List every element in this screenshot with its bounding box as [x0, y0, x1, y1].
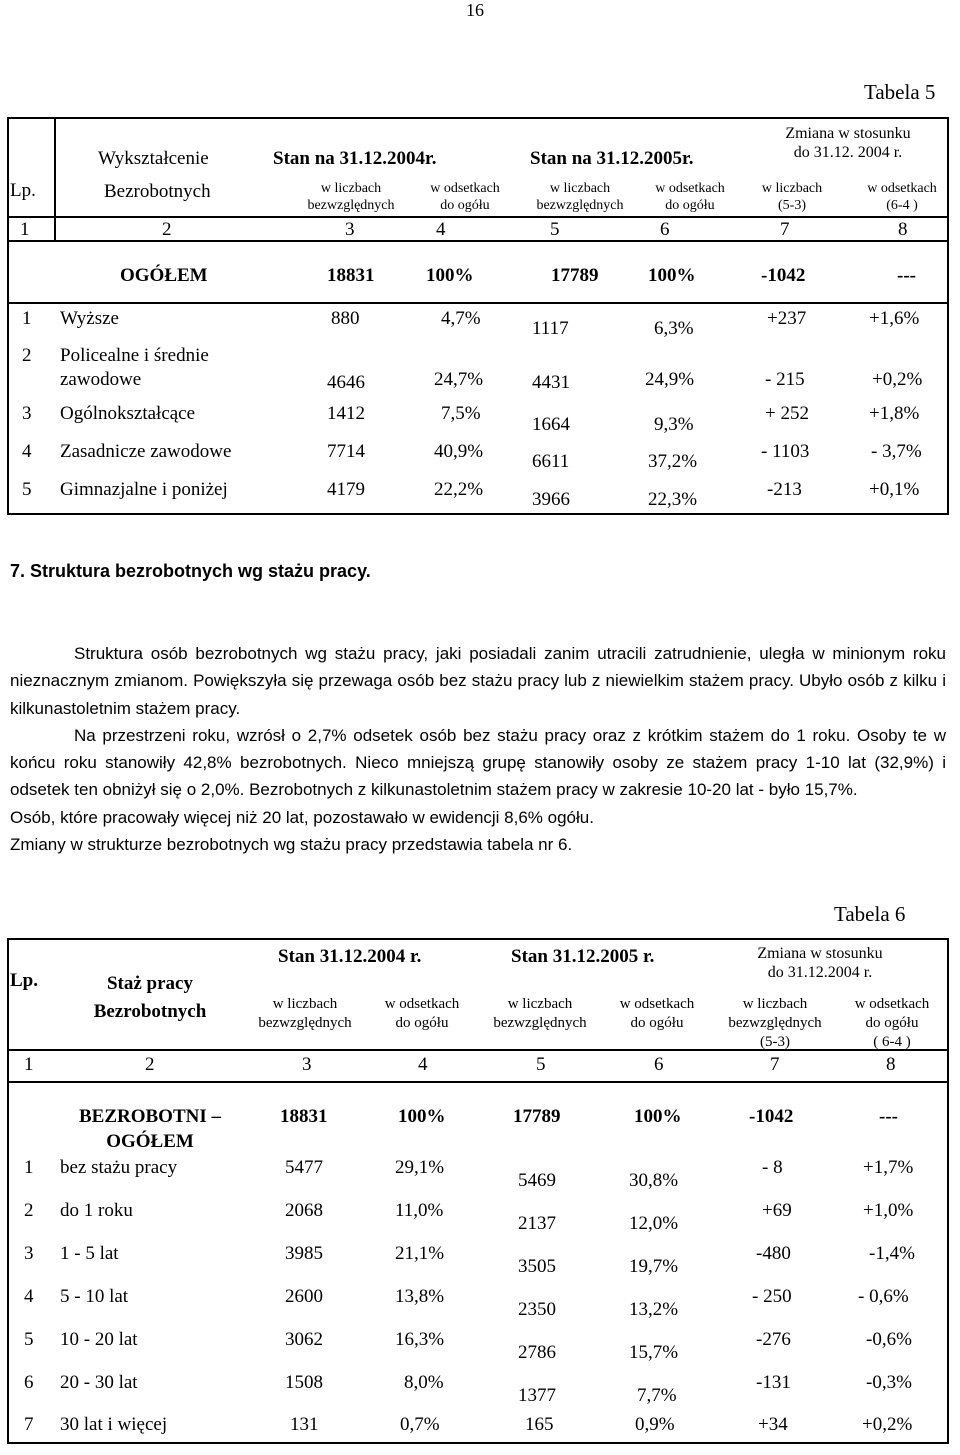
- row-lp: 4: [24, 1286, 34, 1307]
- row-value: 2137: [518, 1213, 556, 1234]
- row-name: 10 - 20 lat: [60, 1329, 138, 1350]
- table5-grid-line: [7, 216, 949, 218]
- table6-grid-line: [7, 1081, 949, 1083]
- table5-abs-header: w liczbach bezwzględnych: [536, 181, 624, 213]
- table5-state-2005: Stan na 31.12.2005r.: [530, 148, 694, 169]
- row-value: 2350: [518, 1299, 556, 1320]
- section-body: [10, 640, 946, 858]
- row-lp: 1: [22, 308, 32, 329]
- row-value: 24,9%: [645, 369, 695, 390]
- column-number: 7: [780, 219, 790, 240]
- row-value: -0,6%: [866, 1329, 912, 1350]
- table5-caption: Tabela 5: [864, 80, 936, 104]
- table5-grid-line: [7, 240, 949, 242]
- paragraph: Osób, które pracowały więcej niż 20 lat, pozostawało w ewidencji 8,6% ogółu.: [10, 807, 594, 827]
- row-value: - 8: [762, 1157, 783, 1178]
- row-value: 1377: [518, 1385, 556, 1406]
- row-value: 0,7%: [400, 1414, 440, 1435]
- row-lp: 3: [22, 403, 32, 424]
- total-label: OGÓŁEM: [120, 265, 208, 286]
- total-value: 100%: [634, 1106, 682, 1127]
- total-value: ---: [897, 265, 916, 286]
- row-lp: 5: [24, 1329, 34, 1350]
- table5-pct-header: w odsetkach do ogółu: [655, 181, 725, 213]
- row-name: Wyższe: [60, 308, 119, 329]
- row-value: 5477: [285, 1157, 323, 1178]
- row-value: 131: [290, 1414, 319, 1435]
- row-value: 22,2%: [434, 479, 484, 500]
- row-lp: 3: [24, 1243, 34, 1264]
- total-value: 18831: [280, 1106, 328, 1127]
- table5-column-title: Bezrobotnych: [104, 181, 211, 202]
- row-lp: 2: [24, 1200, 34, 1221]
- total-label: BEZROBOTNI – OGÓŁEM: [78, 1106, 221, 1152]
- row-name: 30 lat i więcej: [60, 1414, 168, 1435]
- table6-abs-header: w liczbach bezwzględnych: [258, 996, 352, 1031]
- table5-lp-header: Lp.: [10, 180, 36, 201]
- row-value: 24,7%: [434, 369, 484, 390]
- column-number: 5: [550, 219, 560, 240]
- row-value: 1508: [285, 1372, 323, 1393]
- row-value: 1117: [532, 318, 569, 339]
- row-value: + 252: [765, 403, 809, 424]
- row-value: 19,7%: [629, 1256, 679, 1277]
- total-value: -1042: [749, 1106, 794, 1127]
- row-name: Gimnazjalne i poniżej: [60, 479, 228, 500]
- row-name: Zasadnicze zawodowe: [60, 441, 232, 462]
- table6-column-title: Staż pracy Bezrobotnych: [93, 973, 207, 1022]
- column-number: 8: [898, 219, 908, 240]
- row-value: 3966: [532, 489, 570, 510]
- row-value: 13,8%: [395, 1286, 445, 1307]
- paragraph: Zmiany w strukturze bezrobotnych wg stażu pracy przedstawia tabela nr 6.: [10, 835, 573, 855]
- total-value: 100%: [426, 265, 474, 286]
- row-value: - 215: [765, 369, 805, 390]
- row-value: -131: [756, 1372, 791, 1393]
- table5-state-2004: Stan na 31.12.2004r.: [273, 148, 437, 169]
- row-value: 0,9%: [635, 1414, 675, 1435]
- column-number: 2: [162, 219, 172, 240]
- page-number: 16: [466, 0, 484, 20]
- row-value: 4,7%: [441, 308, 481, 329]
- row-value: 6611: [532, 451, 570, 472]
- table6-change-pct-header: w odsetkach do ogółu ( 6-4 ): [854, 996, 930, 1050]
- column-number: 1: [20, 219, 30, 240]
- total-value: ---: [879, 1106, 898, 1127]
- column-number: 8: [886, 1054, 896, 1075]
- column-number: 7: [770, 1054, 780, 1075]
- total-value: 17789: [551, 265, 599, 286]
- table6-caption: Tabela 6: [834, 902, 906, 926]
- table5-pct-header: w odsetkach do ogółu: [430, 181, 500, 213]
- row-value: 2600: [285, 1286, 323, 1307]
- row-lp: 6: [24, 1372, 34, 1393]
- table5-grid-line: [54, 117, 56, 240]
- row-name: Ogólnokształcące: [60, 403, 196, 424]
- total-value: 100%: [648, 265, 696, 286]
- row-value: +0,1%: [869, 479, 920, 500]
- row-value: 11,0%: [395, 1200, 444, 1221]
- row-value: 2786: [518, 1342, 556, 1363]
- column-number: 5: [536, 1054, 546, 1075]
- table5-grid-line: [7, 302, 949, 304]
- table6-pct-header: w odsetkach do ogółu: [384, 996, 460, 1031]
- column-number: 3: [345, 219, 355, 240]
- row-value: - 1103: [761, 441, 810, 462]
- row-value: 29,1%: [395, 1157, 445, 1178]
- column-number: 3: [302, 1054, 312, 1075]
- row-lp: 5: [22, 479, 32, 500]
- row-value: +1,8%: [869, 403, 920, 424]
- row-value: 7,7%: [637, 1385, 677, 1406]
- column-number: 4: [436, 219, 446, 240]
- row-lp: 7: [24, 1414, 34, 1435]
- row-name: Policealne i średnie: [60, 345, 209, 366]
- row-value: 165: [525, 1414, 554, 1435]
- section-heading: 7. Struktura bezrobotnych wg stażu pracy.: [10, 561, 371, 581]
- table5-change-header: Zmiana w stosunku do 31.12. 2004 r.: [785, 125, 911, 161]
- paragraph: Na przestrzeni roku, wzrósł o 2,7% odsetek osób bez stażu pracy oraz z krótkim stażem do 1 roku. Osoby te w końcu roku stanowiły 42,8% bezrobotnych. Nieco mniejszą grupę stanowiły osoby ze stażem pracy 1-10 lat (32,9%) i odsetek ten obniżył się o 2,0%. Bezrobotnych z kilkunastoletnim stażem pracy w zakresie 10-20 lat - było 15,7%.: [10, 725, 946, 800]
- row-value: +0,2%: [872, 369, 923, 390]
- column-number: 6: [654, 1054, 664, 1075]
- row-value: - 250: [752, 1286, 792, 1307]
- table5-change-pct-header: w odsetkach (6-4 ): [867, 181, 937, 213]
- table6-abs-header: w liczbach bezwzględnych: [493, 996, 587, 1031]
- row-value: +1,7%: [863, 1157, 914, 1178]
- row-value: 12,0%: [629, 1213, 679, 1234]
- table5-abs-header: w liczbach bezwzględnych: [307, 181, 395, 213]
- total-value: 18831: [327, 265, 375, 286]
- column-number: 1: [24, 1054, 34, 1075]
- row-value: +1,6%: [869, 308, 920, 329]
- row-value: 4431: [532, 372, 570, 393]
- row-value: -480: [756, 1243, 791, 1264]
- column-number: 4: [418, 1054, 428, 1075]
- row-value: 8,0%: [404, 1372, 444, 1393]
- table6-lp-header: Lp.: [10, 970, 38, 991]
- row-value: - 0,6%: [858, 1286, 909, 1307]
- table6-state-2005: Stan 31.12.2005 r.: [511, 946, 655, 967]
- row-value: 4179: [327, 479, 365, 500]
- row-value: 40,9%: [434, 441, 484, 462]
- row-lp: 4: [22, 441, 32, 462]
- row-value: -0,3%: [866, 1372, 912, 1393]
- table6-pct-header: w odsetkach do ogółu: [619, 996, 695, 1031]
- row-name: 5 - 10 lat: [60, 1286, 129, 1307]
- row-value: +237: [767, 308, 807, 329]
- total-value: -1042: [761, 265, 806, 286]
- row-value: 21,1%: [395, 1243, 445, 1264]
- row-value: +1,0%: [863, 1200, 914, 1221]
- row-value: 22,3%: [648, 489, 698, 510]
- total-value: 17789: [513, 1106, 561, 1127]
- row-value: 37,2%: [648, 451, 698, 472]
- row-value: +0,2%: [862, 1414, 913, 1435]
- row-value: -276: [756, 1329, 791, 1350]
- table5-change-abs-header: w liczbach (5-3): [761, 181, 823, 213]
- row-value: +34: [758, 1414, 788, 1435]
- row-value: 1664: [532, 414, 570, 435]
- row-value: +69: [762, 1200, 792, 1221]
- row-lp: 2: [22, 345, 32, 366]
- row-value: 3505: [518, 1256, 556, 1277]
- row-value: 880: [331, 308, 360, 329]
- row-value: 13,2%: [629, 1299, 679, 1320]
- table6-change-header: Zmiana w stosunku do 31.12.2004 r.: [757, 945, 883, 981]
- row-name: do 1 roku: [60, 1200, 133, 1221]
- table6-change-abs-header: w liczbach bezwzględnych (5-3): [728, 996, 822, 1050]
- row-name: zawodowe: [60, 369, 142, 390]
- table5-column-title: Wykształcenie: [98, 148, 209, 169]
- column-number: 6: [660, 219, 670, 240]
- row-value: 16,3%: [395, 1329, 445, 1350]
- total-value: 100%: [398, 1106, 446, 1127]
- row-value: -213: [767, 479, 802, 500]
- row-value: 7714: [327, 441, 365, 462]
- row-value: 9,3%: [654, 414, 694, 435]
- row-value: -1,4%: [869, 1243, 915, 1264]
- row-lp: 1: [24, 1157, 34, 1178]
- row-value: 2068: [285, 1200, 323, 1221]
- table6-state-2004: Stan 31.12.2004 r.: [278, 946, 422, 967]
- row-value: 5469: [518, 1170, 556, 1191]
- row-value: - 3,7%: [871, 441, 922, 462]
- row-value: 3985: [285, 1243, 323, 1264]
- row-value: 1412: [327, 403, 365, 424]
- row-value: 30,8%: [629, 1170, 679, 1191]
- row-value: 6,3%: [654, 318, 694, 339]
- row-value: 4646: [327, 372, 365, 393]
- row-value: 7,5%: [441, 403, 481, 424]
- column-number: 2: [145, 1054, 155, 1075]
- row-value: 3062: [285, 1329, 323, 1350]
- row-value: 15,7%: [629, 1342, 679, 1363]
- row-name: 1 - 5 lat: [60, 1243, 119, 1264]
- row-name: bez stażu pracy: [60, 1157, 178, 1178]
- row-name: 20 - 30 lat: [60, 1372, 138, 1393]
- paragraph: Struktura osób bezrobotnych wg stażu pracy, jaki posiadali zanim utracili zatrudnienie, uległa w minionym roku nieznacznym zmianom. Powiększyła się przewaga osób bez stażu pracy lub z niewielkim stażem pracy. Ubyło osób z kilku i kilkunastoletnim stażem pracy.: [10, 644, 946, 718]
